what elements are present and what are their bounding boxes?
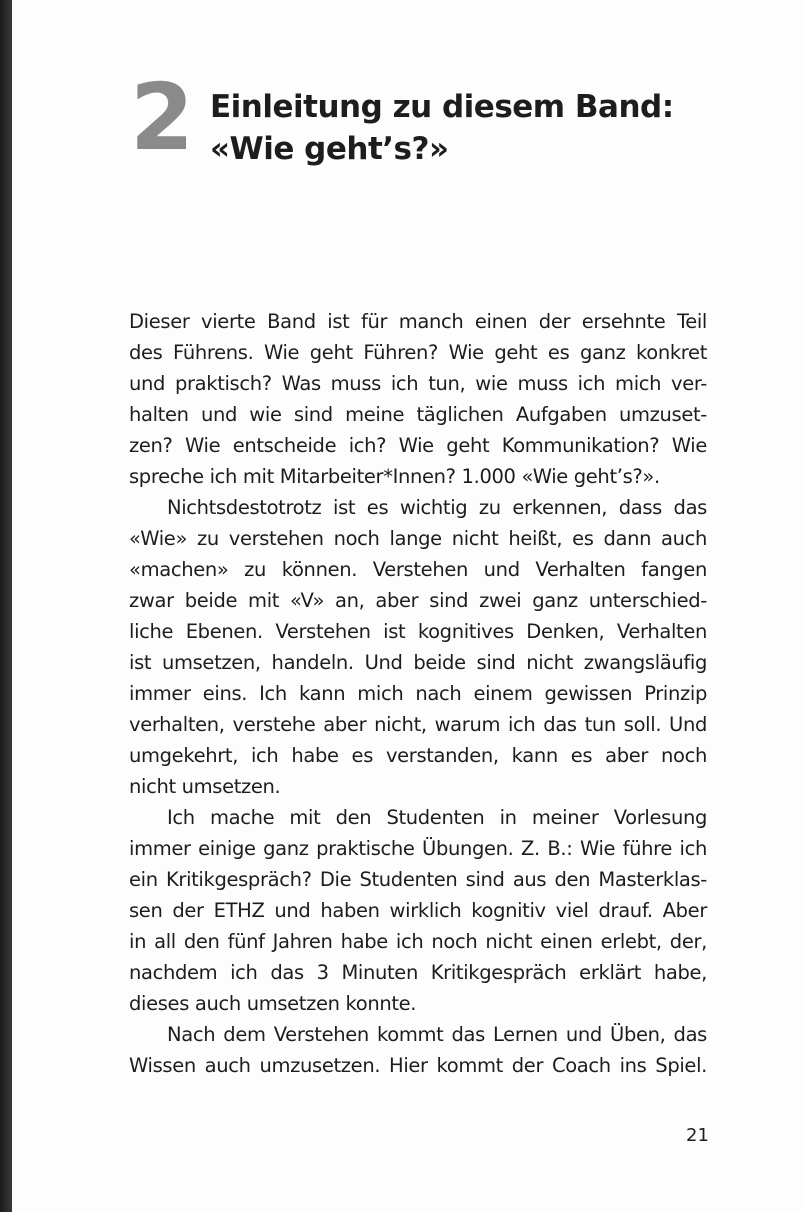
text-line: halten und wie sind meine täglichen Aufgaben umzuset- <box>129 403 707 426</box>
paragraph <box>129 802 707 1019</box>
text-line: Nach dem Verstehen kommt das Lernen und Üben, das <box>167 1023 707 1046</box>
text-line: nachdem ich das 3 Minuten Kritikgespräch erklärt habe, <box>129 961 707 984</box>
text-line: umgekehrt, ich habe es verstanden, kann es aber noch <box>129 744 707 767</box>
text-line: Dieser vierte Band ist für manch einen der ersehnte Teil <box>129 310 707 333</box>
body-text <box>129 306 707 1081</box>
book-spine-shadow <box>0 0 12 1212</box>
text-line: «machen» zu können. Verstehen und Verhalten fangen <box>129 558 707 581</box>
text-line: immer eins. Ich kann mich nach einem gewissen Prinzip <box>129 682 707 705</box>
text-line: sen der ETHZ und haben wirklich kognitiv viel drauf. Aber <box>129 899 707 922</box>
paragraph <box>129 492 707 802</box>
text-line: spreche ich mit Mitarbeiter*Innen? 1.000 «Wie geht’s?». <box>129 465 660 488</box>
text-line: verhalten, verstehe aber nicht, warum ich das tun soll. Und <box>129 713 707 736</box>
paragraph <box>129 1019 707 1081</box>
text-line: zwar beide mit «V» an, aber sind zwei ganz unterschied- <box>129 589 707 612</box>
text-line: Wissen auch umzusetzen. Hier kommt der Coach ins Spiel. <box>129 1054 707 1077</box>
chapter-title-line: Einleitung zu diesem Band: <box>210 89 674 125</box>
text-line: ein Kritikgespräch? Die Studenten sind aus den Masterklas- <box>129 868 707 891</box>
text-line: Nichtsdestotrotz ist es wichtig zu erkennen, dass das <box>167 496 707 519</box>
text-line: immer einige ganz praktische Übungen. Z. B.: Wie führe ich <box>129 837 707 860</box>
text-line: «Wie» zu verstehen noch lange nicht heißt, es dann auch <box>129 527 707 550</box>
text-line: nicht umsetzen. <box>129 775 281 798</box>
text-line: dieses auch umsetzen konnte. <box>129 992 417 1015</box>
paragraph <box>129 306 707 492</box>
text-line: zen? Wie entscheide ich? Wie geht Kommunikation? Wie <box>129 434 707 457</box>
chapter-title <box>210 86 730 170</box>
text-line: und praktisch? Was muss ich tun, wie muss ich mich ver- <box>129 372 707 395</box>
text-line: in all den fünf Jahren habe ich noch nicht einen erlebt, der, <box>129 930 707 953</box>
text-line: ist umsetzen, handeln. Und beide sind nicht zwangsläufig <box>129 651 707 674</box>
text-line: des Führens. Wie geht Führen? Wie geht es ganz konkret <box>129 341 707 364</box>
chapter-title-line: «Wie geht’s?» <box>210 131 449 167</box>
page-number: 21 <box>686 1125 709 1146</box>
chapter-number: 2 <box>130 64 193 171</box>
book-page <box>12 0 802 1212</box>
text-line: liche Ebenen. Verstehen ist kognitives Denken, Verhalten <box>129 620 707 643</box>
text-line: Ich mache mit den Studenten in meiner Vorlesung <box>167 806 707 829</box>
